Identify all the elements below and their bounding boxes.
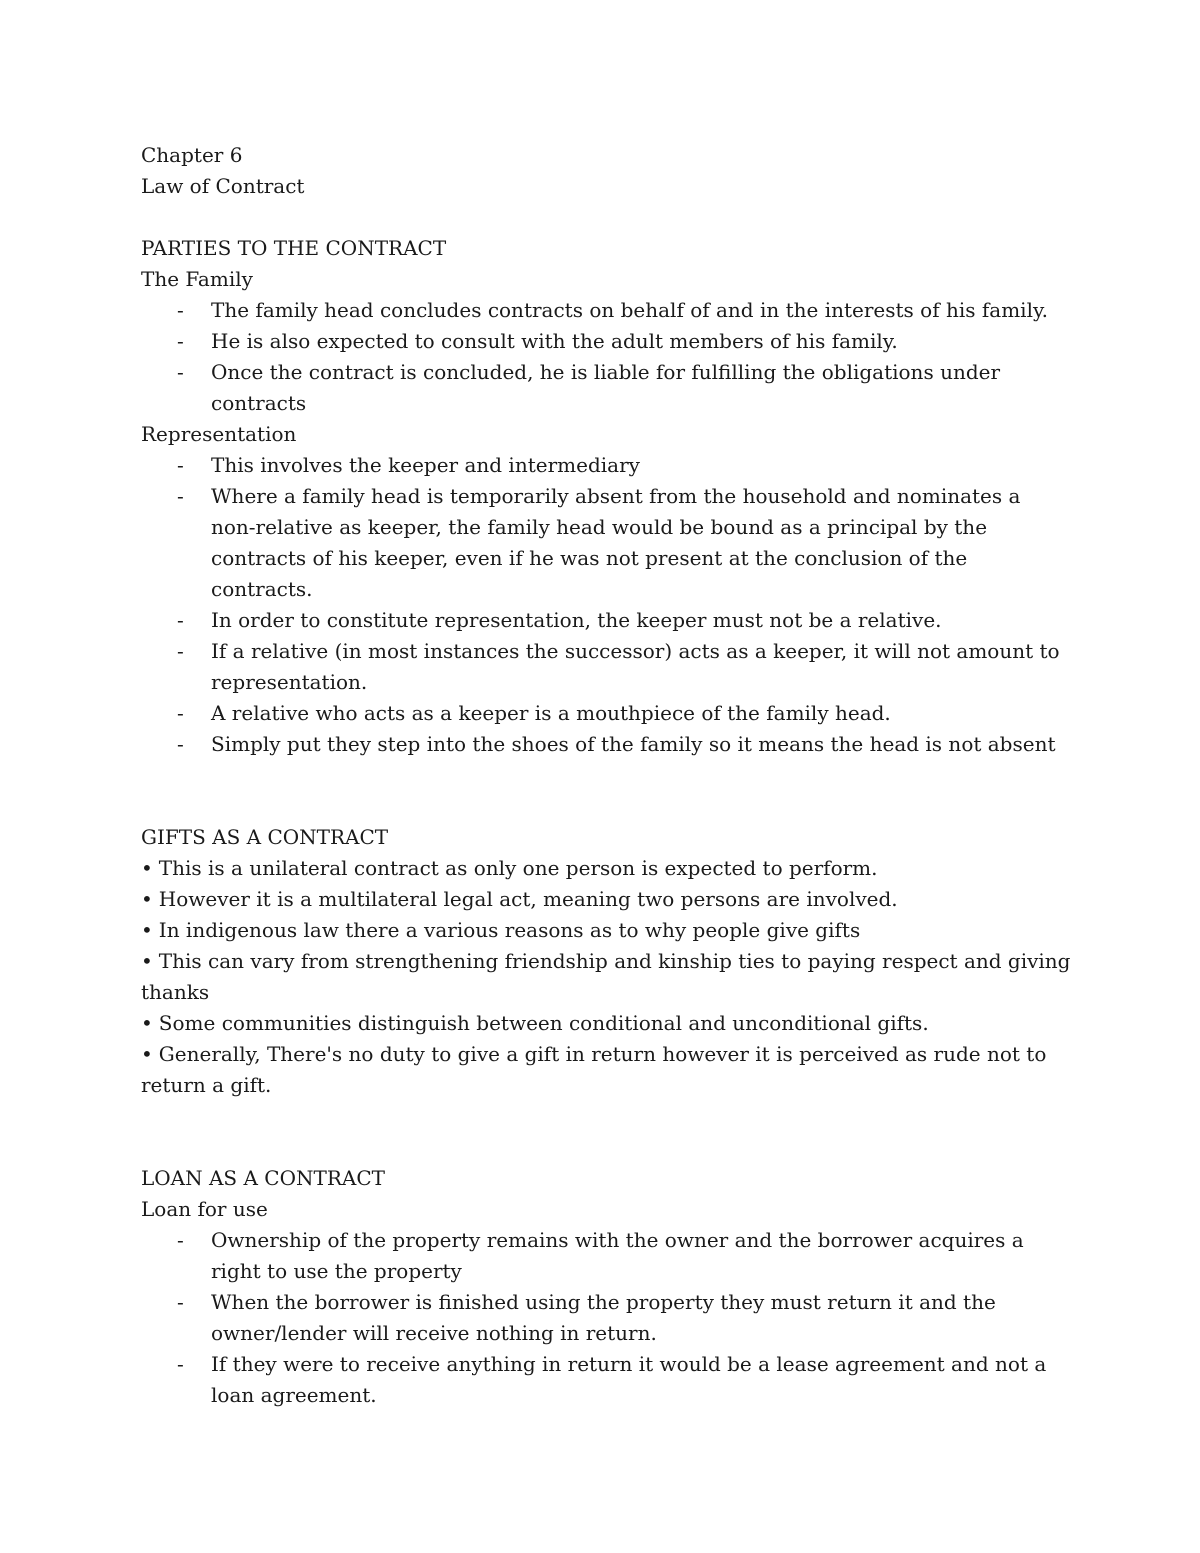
loan-list: [141, 1225, 1071, 1411]
spacer: [141, 1101, 1071, 1163]
dash-marker: -: [177, 732, 184, 756]
gifts-section: [141, 822, 1071, 1101]
dash-marker: -: [177, 329, 184, 353]
chapter-title: Chapter 6: [141, 143, 243, 167]
bullet-marker: •: [141, 1011, 153, 1035]
list-item: - The family head concludes contracts on behalf of and in the interests of his family.: [141, 295, 1071, 326]
bullet-marker: •: [141, 918, 153, 942]
gifts-list: [141, 853, 1071, 1101]
spacer: [141, 760, 1071, 822]
list-item: - Ownership of the property remains with the owner and the borrower acquires a right to use the property: [141, 1225, 1071, 1287]
list-item: • However it is a multilateral legal act, meaning two persons are involved.: [141, 887, 898, 911]
subheading-family: The Family: [141, 267, 253, 291]
dash-marker: -: [177, 298, 184, 322]
list-item: - When the borrower is finished using the property they must return it and the owner/lender will receive nothing in return.: [141, 1287, 1071, 1349]
dash-marker: -: [177, 1228, 184, 1252]
list-item: • This is a unilateral contract as only one person is expected to perform.: [141, 856, 878, 880]
list-item: - In order to constitute representation, the keeper must not be a relative.: [141, 605, 1071, 636]
list-item: • In indigenous law there a various reasons as to why people give gifts: [141, 918, 861, 942]
spacer: [141, 202, 1071, 233]
bullet-marker: •: [141, 949, 153, 973]
list-item: • This can vary from strengthening friendship and kinship ties to paying respect and giving thanks: [141, 949, 1071, 1004]
list-item: - A relative who acts as a keeper is a mouthpiece of the family head.: [141, 698, 1071, 729]
list-item: - If a relative (in most instances the successor) acts as a keeper, it will not amount to representation.: [141, 636, 1071, 698]
bullet-marker: •: [141, 1042, 153, 1066]
parties-section: [141, 233, 1071, 760]
list-item: • Some communities distinguish between conditional and unconditional gifts.: [141, 1011, 929, 1035]
list-item: - Where a family head is temporarily absent from the household and nominates a non-relative as keeper, the family head would be bound as a principal by the contracts of his keeper, even if he was not present at the conclusion of the contracts.: [141, 481, 1071, 605]
loan-section: [141, 1163, 1071, 1411]
dash-marker: -: [177, 484, 184, 508]
section-heading: GIFTS AS A CONTRACT: [141, 825, 389, 849]
dash-marker: -: [177, 639, 184, 663]
representation-list: [141, 450, 1071, 760]
family-list: [141, 295, 1071, 419]
list-item: - This involves the keeper and intermediary: [141, 450, 1071, 481]
list-item: - Simply put they step into the shoes of the family so it means the head is not absent: [141, 729, 1071, 760]
dash-marker: -: [177, 453, 184, 477]
list-item: • Generally, There's no duty to give a gift in return however it is perceived as rude not to return a gift.: [141, 1042, 1047, 1097]
dash-marker: -: [177, 1352, 184, 1376]
dash-marker: -: [177, 701, 184, 725]
section-heading: LOAN AS A CONTRACT: [141, 1166, 385, 1190]
subheading-representation: Representation: [141, 422, 297, 446]
list-item: - He is also expected to consult with the adult members of his family.: [141, 326, 1071, 357]
chapter-subtitle: Law of Contract: [141, 174, 305, 198]
subheading-loan-for-use: Loan for use: [141, 1197, 268, 1221]
document-page: [141, 140, 1071, 1411]
bullet-marker: •: [141, 856, 153, 880]
dash-marker: -: [177, 360, 184, 384]
dash-marker: -: [177, 608, 184, 632]
dash-marker: -: [177, 1290, 184, 1314]
bullet-marker: •: [141, 887, 153, 911]
list-item: - If they were to receive anything in return it would be a lease agreement and not a loan agreement.: [141, 1349, 1071, 1411]
section-heading: PARTIES TO THE CONTRACT: [141, 236, 447, 260]
list-item: - Once the contract is concluded, he is liable for fulfilling the obligations under contracts: [141, 357, 1071, 419]
